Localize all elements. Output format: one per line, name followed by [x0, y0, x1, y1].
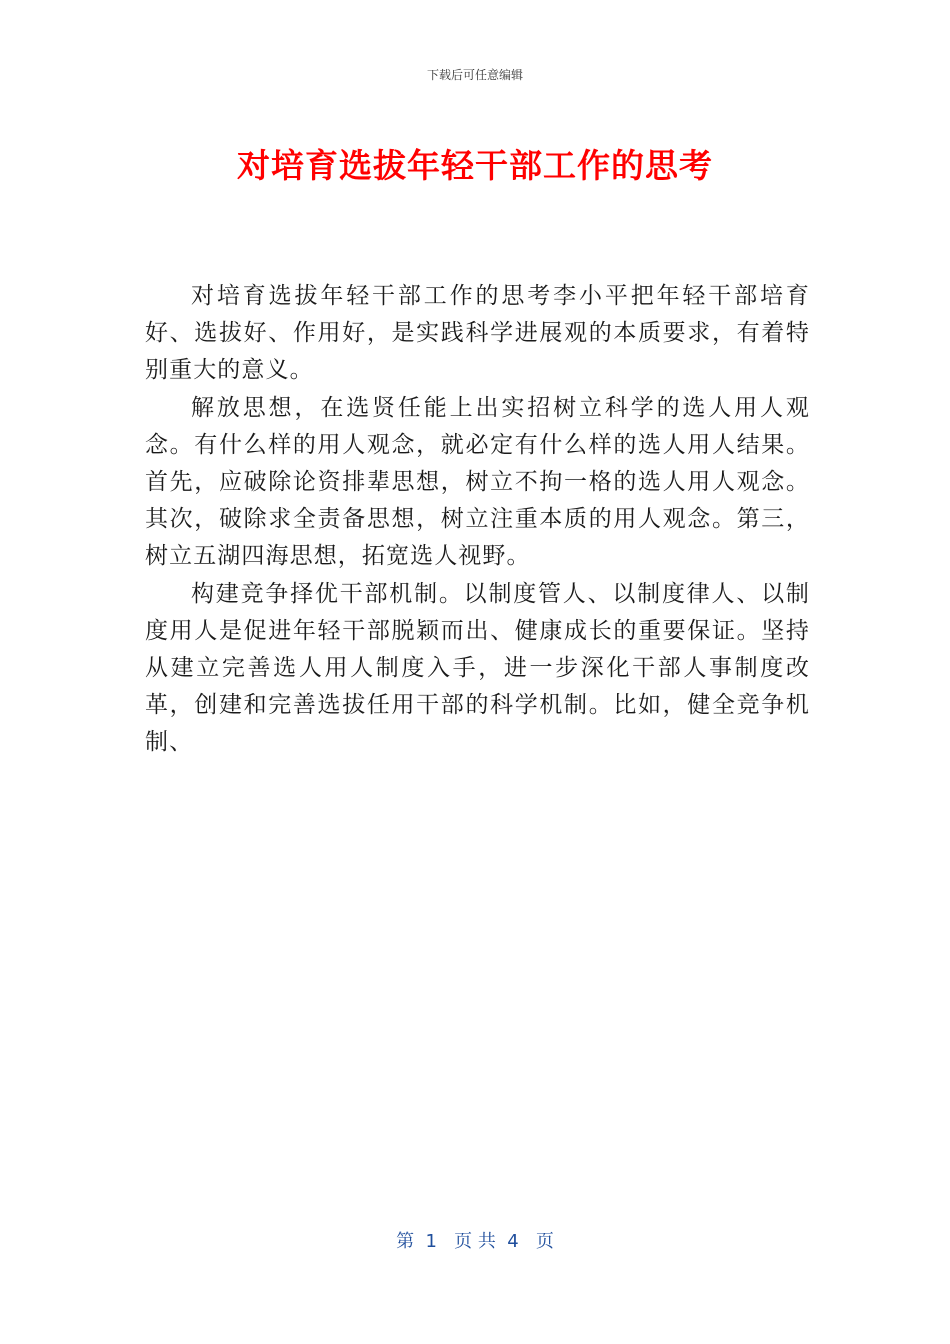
- document-title: 对培育选拔年轻干部工作的思考: [237, 146, 713, 185]
- paragraph-2: 解放思想，在选贤任能上出实招树立科学的选人用人观念。有什么样的用人观念，就必定有什么样的选人用人结果。首先，应破除论资排辈思想，树立不拘一格的选人用人观念。其次，破除求全责备思想，树立注重本质的用人观念。第三，树立五湖四海思想，拓宽选人视野。: [145, 394, 810, 570]
- paragraph-1: 对培育选拔年轻干部工作的思考李小平把年轻干部培育好、选拔好、作用好，是实践科学进展观的本质要求，有着特别重大的意义。: [145, 283, 810, 384]
- paragraph-3: 构建竞争择优干部机制。以制度管人、以制度律人、以制度用人是促进年轻干部脱颖而出、健康成长的重要保证。坚持从建立完善选人用人制度入手，进一步深化干部人事制度改革，创建和完善选拔任用干部的科学机制。比如，健全竞争机制、: [145, 580, 810, 756]
- header-note: 下载后可任意编辑: [426, 68, 523, 82]
- page-footer: 第 1 页 共 4 页: [396, 1231, 554, 1252]
- document-body: [145, 278, 810, 762]
